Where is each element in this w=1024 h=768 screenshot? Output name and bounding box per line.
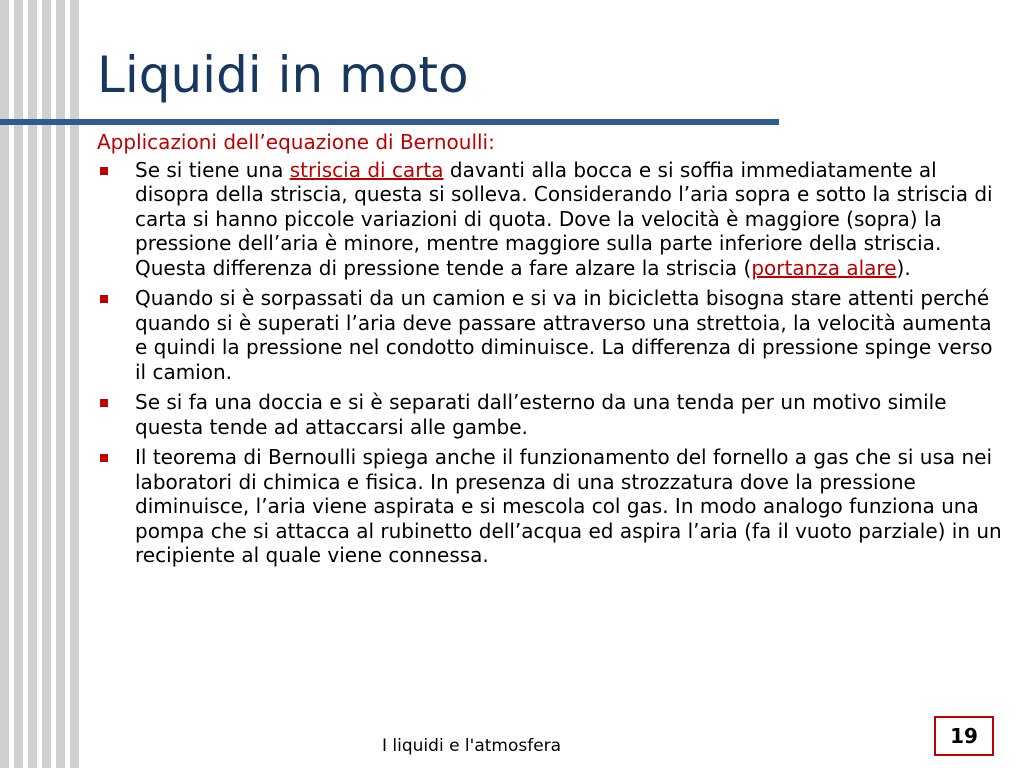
bullet-item bbox=[97, 286, 1002, 384]
bullet-text: Il teorema di Bernoulli spiega anche il funzionamento del fornello a gas che si usa nei laboratori di chimica e fisica. In presenza di una strozzatura dove la pressione diminuisce, l’aria viene aspirata e si mescola col gas. In modo analogo funziona una pompa che si attacca al rubinetto dell’acqua ed aspira l’aria (fa il vuoto parziale) in un recipiente al quale viene connessa. bbox=[135, 445, 1002, 567]
decorative-stripes bbox=[0, 0, 84, 768]
title-underline bbox=[0, 119, 779, 125]
bullet-list bbox=[97, 158, 1002, 568]
slide-title: Liquidi in moto bbox=[97, 46, 469, 104]
portanza-alare-link[interactable]: portanza alare bbox=[751, 255, 897, 280]
page-number-badge: 19 bbox=[934, 716, 994, 756]
bullet-text: Quando si è sorpassati da un camion e si va in bicicletta bisogna stare attenti perché quando si è superati l’aria deve passare attraverso una strettoia, la velocità aumenta e quindi la pressione nel condotto diminuisce. La differenza di pressione spinge verso il camion. bbox=[135, 286, 993, 384]
bullet-text: Se si fa una doccia e si è separati dall’esterno da una tenda per un motivo simile questa tende ad attaccarsi alle gambe. bbox=[135, 390, 947, 439]
slide-subtitle: Applicazioni dell’equazione di Bernoulli: bbox=[97, 130, 495, 154]
bullet-item bbox=[97, 445, 1002, 568]
square-bullet-icon bbox=[100, 295, 108, 303]
bullet-text: davanti alla bocca e si soffia immediatamente al disopra della striscia, questa si solleva. Considerando l’aria sopra e sotto la striscia di carta si hanno piccole variazioni di quota. Dove la velocità è maggiore (sopra) la pressione dell’aria è minore, mentre maggiore sulla parte inferiore della striscia. Questa differenza di pressione tende a fare alzare la striscia ( bbox=[135, 157, 993, 280]
square-bullet-icon bbox=[100, 454, 108, 462]
striscia-di-carta-link[interactable]: striscia di carta bbox=[289, 157, 444, 182]
bullet-text: ). bbox=[896, 255, 911, 280]
square-bullet-icon bbox=[100, 399, 108, 407]
square-bullet-icon bbox=[100, 167, 108, 175]
slide-content bbox=[97, 130, 1002, 574]
bullet-item bbox=[97, 390, 1002, 439]
slide-footer: I liquidi e l'atmosfera bbox=[382, 736, 562, 756]
bullet-item bbox=[97, 158, 1002, 281]
bullet-text: Se si tiene una bbox=[135, 157, 290, 182]
